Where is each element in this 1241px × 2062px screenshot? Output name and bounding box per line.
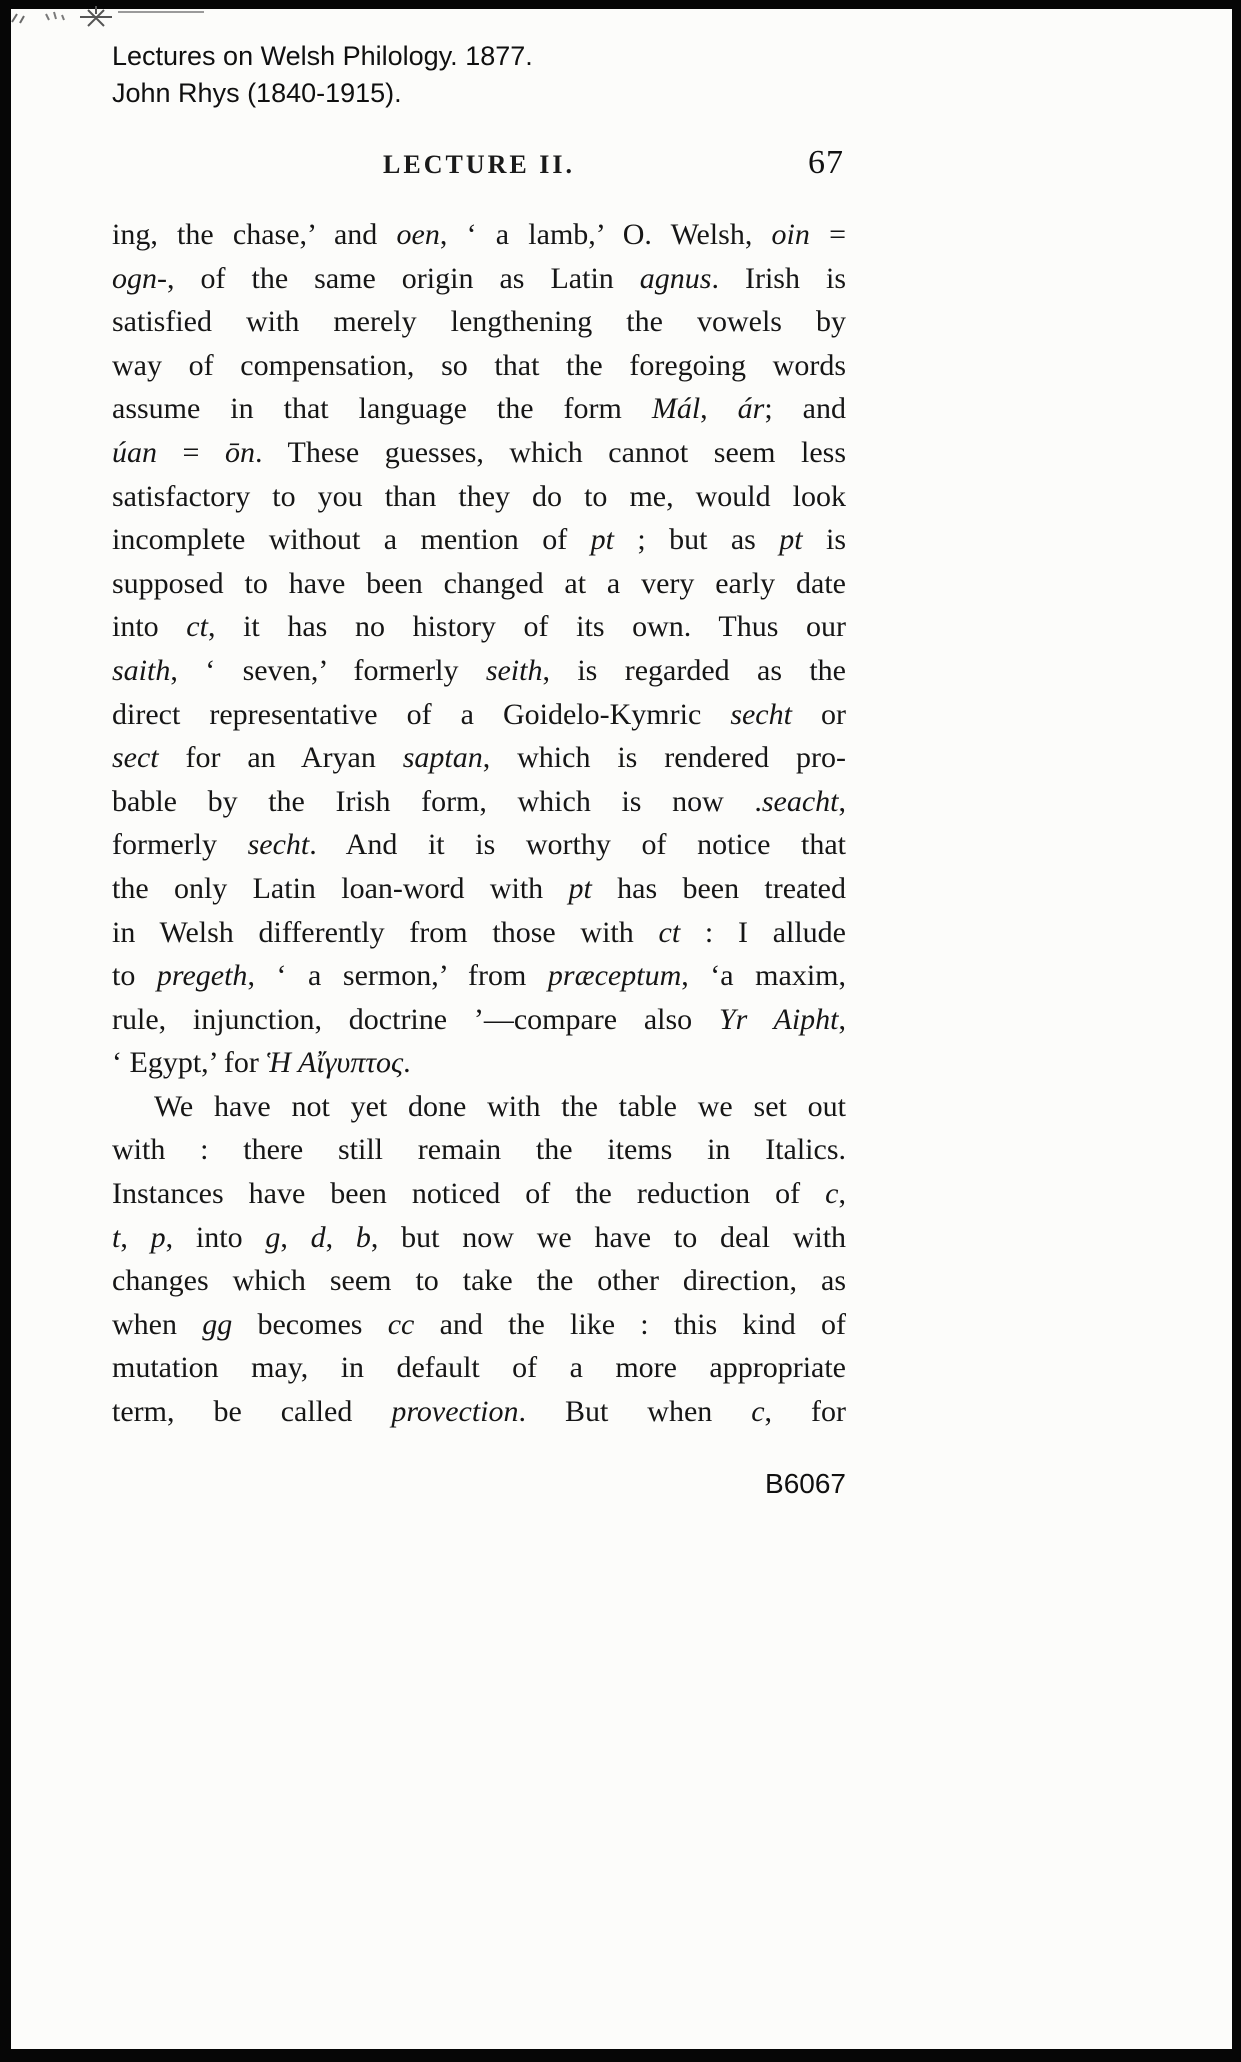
text-line [112,387,846,431]
text-segment: term, be called [112,1395,392,1429]
italic-text-segment: ct [186,610,208,644]
book-title: Lectures on Welsh Philology. 1877. [112,41,533,71]
text-line [112,475,846,519]
text-segment: Instances have been noticed of the reduction of [112,1177,826,1211]
text-segment: incomplete without a mention of [112,523,591,557]
text-segment: or [791,697,846,731]
text-segment: , of the same origin as Latin [167,261,640,295]
italic-text-segment: ogn- [112,261,167,295]
italic-text-segment: Ἡ Αἴγυπτος [266,1046,404,1080]
text-segment: bable by the Irish form, which is now . [112,784,762,818]
text-segment: : I allude [680,915,846,949]
text-segment: , [280,1220,311,1254]
text-segment: , ‘ seven,’ formerly [170,653,486,687]
text-line [112,1259,846,1303]
text-segment: is [802,523,846,557]
italic-text-segment: pt [590,523,614,557]
page-number: 67 [808,144,844,181]
italic-text-segment: præceptum [547,959,682,993]
italic-text-segment: ct [658,915,681,949]
italic-text-segment: Yr Aipht [718,1002,839,1036]
text-segment: to [112,959,157,993]
text-line [112,257,846,301]
italic-text-segment: c [825,1177,839,1211]
text-segment: ; and [764,392,847,426]
text-segment: has been treated [591,871,846,905]
text-segment: We have not yet done with the table we set out [154,1089,846,1123]
text-line [112,780,846,824]
text-segment: , it has no history of its own. Thus our [207,610,846,644]
italic-text-segment: seith [485,653,543,687]
italic-text-segment: oen [396,218,440,251]
text-segment: way of compensation, so that the foregoing words [112,348,846,382]
text-line [112,344,846,388]
text-segment: , which is rendered pro- [482,741,846,775]
text-segment: , ‘ a lamb,’ O. Welsh, [439,218,772,251]
text-segment: , [120,1220,151,1254]
text-segment: . [403,1046,411,1080]
text-segment: in Welsh differently from those with [112,915,659,949]
italic-text-segment: t [112,1220,121,1254]
italic-text-segment: pt [779,523,803,557]
italic-text-segment: pt [568,871,592,905]
text-segment: satisfied with merely lengthening the vowels by [112,305,846,339]
italic-text-segment: ár [737,392,765,426]
text-line [112,1128,846,1172]
text-segment: when [112,1307,203,1341]
text-line [112,954,846,998]
text-line [112,562,846,606]
text-segment: , [838,784,846,818]
text-segment: , [838,1002,846,1036]
text-segment: and the like : this kind of [414,1307,846,1341]
text-segment: satisfactory to you than they do to me, would look [112,479,846,513]
italic-text-segment: b [355,1220,371,1254]
italic-text-segment: g [265,1220,281,1254]
text-segment: direct representative of a Goidelo-Kymric [112,697,731,731]
text-segment: . And it is worthy of notice that [309,828,846,862]
text-segment: , but now we have to deal with [370,1220,847,1254]
text-segment: = [809,218,847,251]
italic-text-segment: cc [387,1307,415,1341]
text-segment: ; but as [613,523,780,557]
text-line [112,1172,846,1216]
italic-text-segment: p [150,1220,166,1254]
text-line [112,1216,846,1260]
text-segment: , is regarded as the [542,653,846,687]
body-text [112,213,846,1434]
italic-text-segment: agnus [639,261,712,295]
text-line [112,300,846,344]
italic-text-segment: provection [391,1395,519,1429]
lecture-heading: LECTURE II. [383,150,575,179]
text-segment: assume in that language the form [112,392,652,426]
text-line [112,1346,846,1390]
italic-text-segment: secht [730,697,792,731]
text-segment: changes which seem to take the other direction, as [112,1264,846,1298]
text-line [112,1041,846,1085]
text-segment: with : there still remain the items in Italics. [112,1133,846,1167]
italic-text-segment: sect [112,741,159,775]
text-segment: mutation may, in default of a more appropriate [112,1351,846,1385]
text-line [112,1390,846,1434]
catalog-number: B6067 [765,1468,846,1499]
text-segment: , [325,1220,356,1254]
text-line [112,736,846,780]
italic-text-segment: saith [112,653,171,687]
italic-text-segment: secht [247,828,310,862]
text-segment: . Irish is [711,261,846,295]
text-segment: , ‘a maxim, [681,959,846,993]
book-author: John Rhys (1840-1915). [112,78,402,108]
text-line [112,431,846,475]
text-line [112,823,846,867]
text-segment: . These guesses, which cannot seem less [255,435,847,469]
italic-text-segment: gg [202,1307,233,1341]
text-segment: ing, the chase,’ and [112,218,397,251]
italic-text-segment: seacht [761,784,839,818]
text-segment: = [157,435,226,469]
italic-text-segment: d [310,1220,326,1254]
italic-text-segment: úan [112,435,157,469]
text-segment: for an Aryan [158,741,403,775]
italic-text-segment: ōn [225,435,256,469]
text-segment: , [838,1177,846,1211]
text-segment: the only Latin loan-word with [112,871,569,905]
text-segment: rule, injunction, doctrine ’—compare also [112,1002,719,1036]
text-line [112,213,846,257]
text-line [112,518,846,562]
text-segment: . But when [518,1395,752,1429]
text-segment: into [112,610,187,644]
text-line [112,998,846,1042]
text-line [112,867,846,911]
text-line [112,649,846,693]
italic-text-segment: Mál [651,392,701,426]
text-segment: , for [764,1395,846,1429]
text-line [112,1085,846,1129]
text-segment: ‘ Egypt,’ for [112,1046,267,1080]
scan-artifact-marks [6,2,216,34]
italic-text-segment: pregeth [156,959,248,993]
text-line [112,911,846,955]
running-head [112,146,846,190]
text-line [112,1303,846,1347]
book-metadata [112,38,533,112]
italic-text-segment: saptan [402,741,483,775]
text-line [112,693,846,737]
text-line [112,605,846,649]
text-segment: , [700,392,738,426]
text-segment: supposed to have been changed at a very early date [112,566,846,600]
text-segment: becomes [232,1307,388,1341]
text-segment: , into [165,1220,266,1254]
text-segment: formerly [112,828,248,862]
italic-text-segment: oin [771,218,810,251]
italic-text-segment: c [751,1395,765,1429]
text-segment: , ‘ a sermon,’ from [247,959,548,993]
